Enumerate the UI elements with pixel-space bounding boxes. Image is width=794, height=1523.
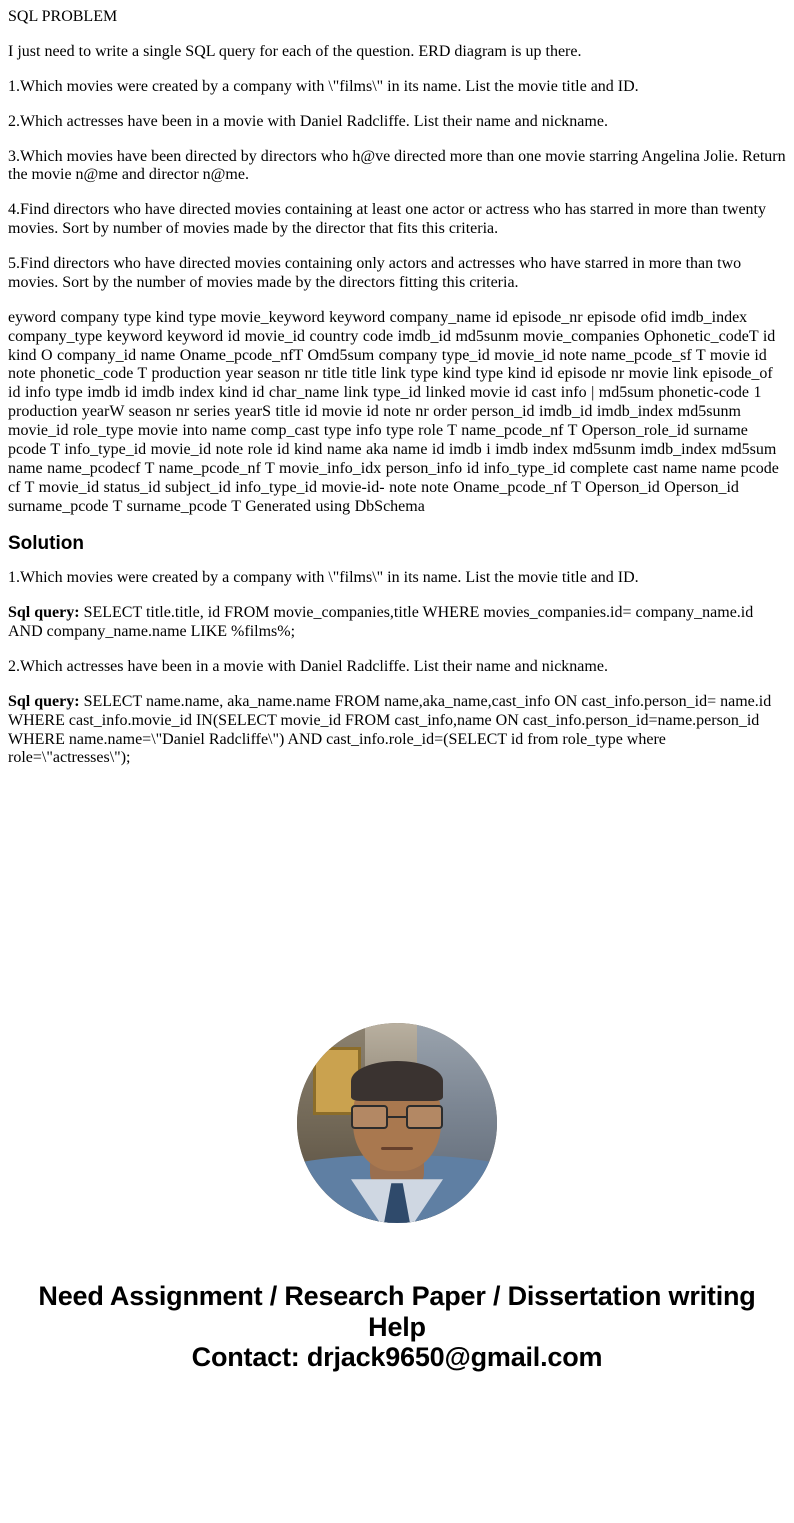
- avatar: [297, 1023, 497, 1223]
- page-title: SQL PROBLEM: [8, 8, 118, 25]
- footer-line-1: Need Assignment / Research Paper / Dissertation writing Help: [38, 1281, 756, 1342]
- answer-2-question: 2.Which actresses have been in a movie with Daniel Radcliffe. List their name and nickname.: [8, 657, 608, 675]
- answer-2-label: Sql query:: [8, 692, 80, 710]
- avatar-hair: [351, 1061, 443, 1101]
- solution-heading: Solution: [8, 533, 84, 555]
- footer-line-2: Contact: drjack9650@gmail.com: [191, 1341, 603, 1372]
- question-3: 3.Which movies have been directed by directors who h@ve directed more than one movie starring Angelina Jolie. Return the movie n@me and director n@me.: [8, 147, 786, 184]
- avatar-container: [8, 1023, 786, 1223]
- erd-schema-text: eyword company type kind type movie_keyword keyword company_name id episode_nr episode ofid imdb_index company_type keyword keyword id movie_id country code imdb_id md5sunm movie_companies Ophonetic_codeT id kind O company_id name Oname_pcode_nfT Omd5sum company type_id movie_id note name_pcode_sf T movie id note phonetic_code T production year season nr title title link type kind type kind id episode nr movie link episode_of id info type imdb id imdb index kind id char_name link type_id linked movie id cast info | md5sum phonetic-code 1 production yearW season nr series yearS title id movie id note nr order person_id imdb_id imdb_index md5sunm movie_id role_type movie into name comp_cast type info type role T name_pcode_nf T Operson_role_id surname pcode T info_type_id movie_id note role id kind name aka name id imdb i imdb index md5sunm imdb_index md5sum name name_pcodecf T name_pcode_nf T movie_info_idx person_info id info_type_id complete cast name name pcode cf T movie_id status_id subject_id info_type_id movie-id- note note Oname_pcode_nf T Operson_id Operson_id surname_pcode T surname_pcode T Generated using DbSchema: [8, 308, 779, 515]
- answer-1-label: Sql query:: [8, 604, 80, 622]
- question-1: 1.Which movies were created by a company with \"films\" in its name. List the movie title and ID.: [8, 77, 639, 95]
- answer-2-code: SELECT name.name, aka_name.name FROM name,aka_name,cast_info ON cast_info.person_id= name.id WHERE cast_info.movie_id IN(SELECT movie_id FROM cast_info,name ON cast_info.person_id=name.person_id WHERE name.name=\"Daniel Radcliffe\") AND cast_info.role_id=(SELECT id from role_type where role=\"actresses\");: [8, 692, 772, 767]
- answer-1-block: [8, 604, 786, 642]
- question-4: 4.Find directors who have directed movies containing at least one actor or actress who has starred in more than twenty movies. Sort by number of movies made by the director that fits this criteria.: [8, 201, 766, 238]
- avatar-mouth: [381, 1147, 413, 1150]
- glasses-bridge: [388, 1116, 406, 1118]
- footer-cta: [8, 1281, 786, 1372]
- answer-1-question: 1.Which movies were created by a company with \"films\" in its name. List the movie title and ID.: [8, 569, 639, 587]
- answer-2-block: [8, 693, 786, 769]
- question-2: 2.Which actresses have been in a movie with Daniel Radcliffe. List their name and nickname.: [8, 112, 608, 130]
- glasses-lens-right: [406, 1105, 443, 1129]
- question-5: 5.Find directors who have directed movies containing only actors and actresses who have starred in more than two movies. Sort by the number of movies made by the directors fitting this criteria.: [8, 255, 742, 291]
- glasses-lens-left: [351, 1105, 388, 1129]
- glasses-icon: [351, 1105, 443, 1129]
- answer-1-code: SELECT title.title, id FROM movie_companies,title WHERE movies_companies.id= company_name.id AND company_name.name LIKE %films%;: [8, 604, 754, 641]
- intro-paragraph: I just need to write a single SQL query for each of the question. ERD diagram is up there.: [8, 42, 582, 60]
